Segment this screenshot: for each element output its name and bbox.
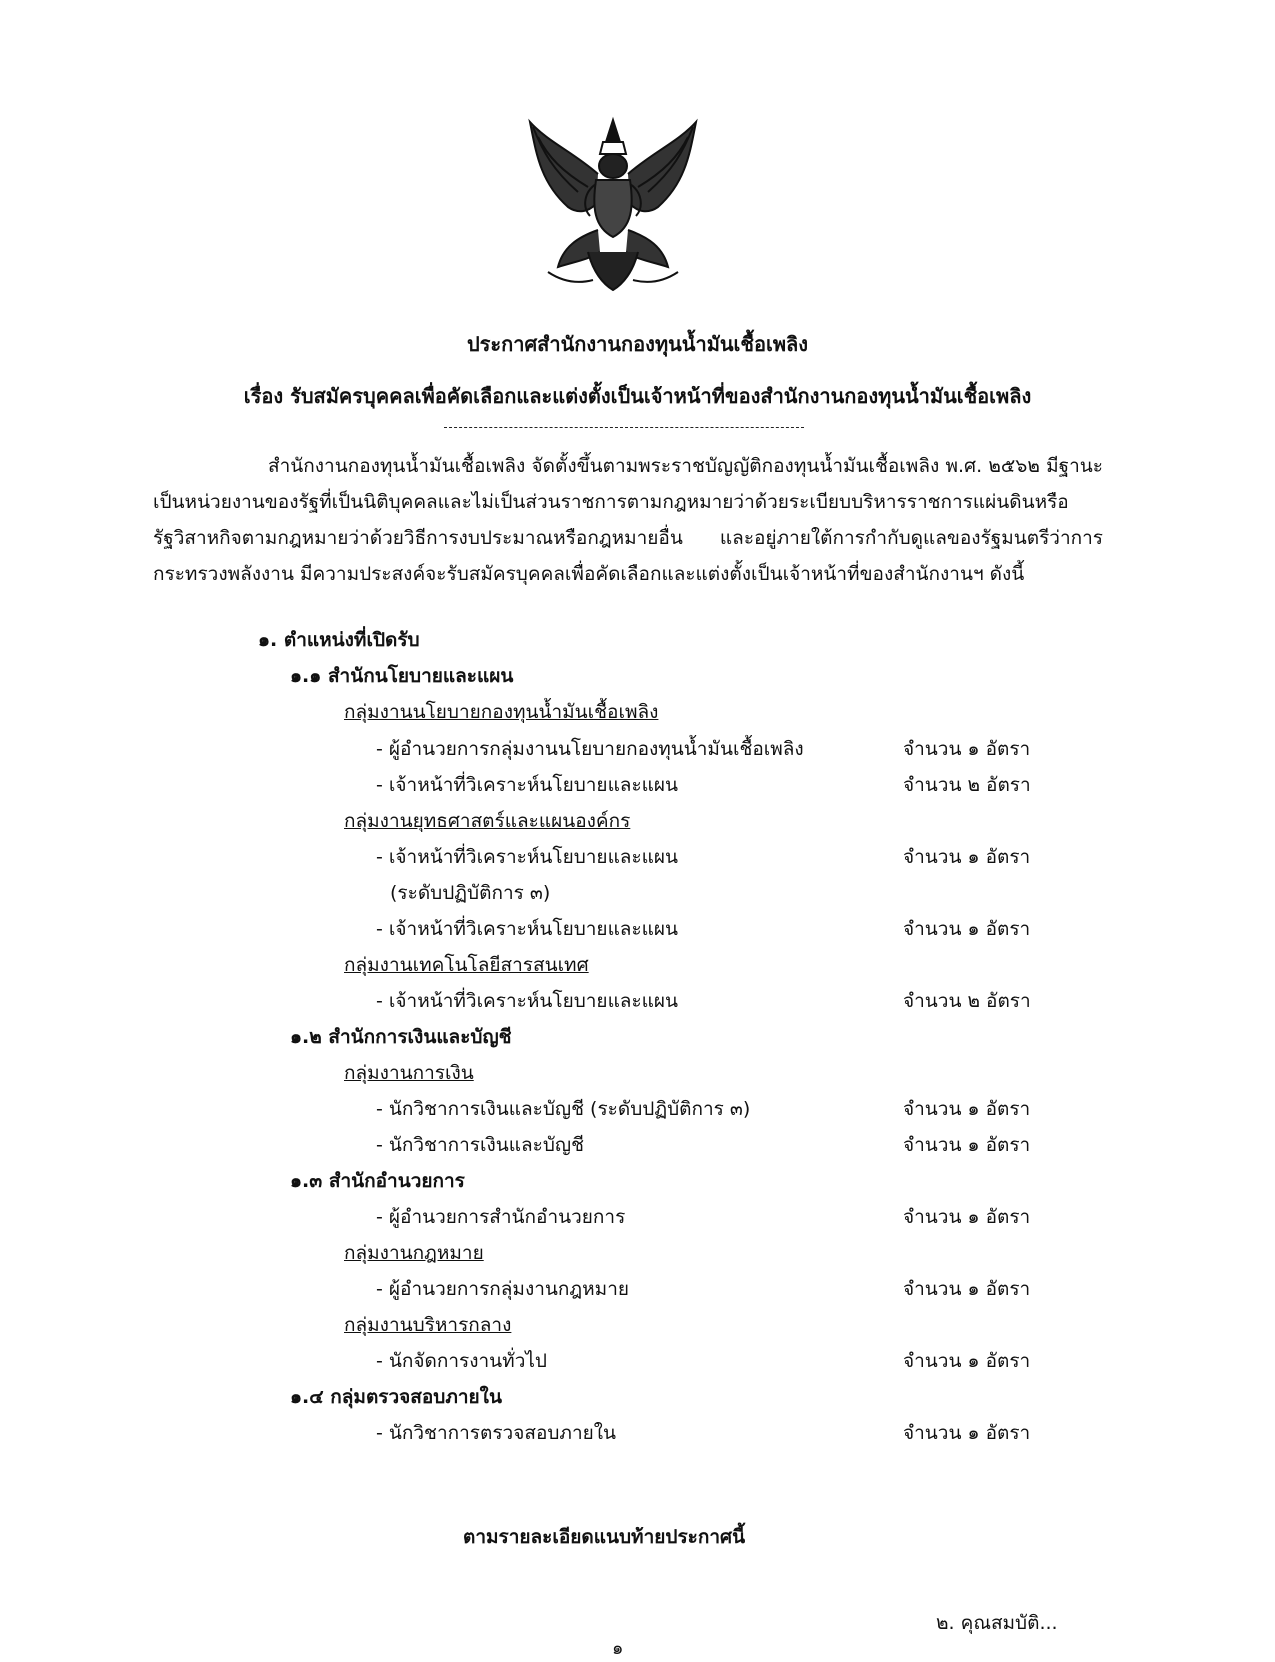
announcement-subject: เรื่อง รับสมัครบุคคลเพื่อคัดเลือกและแต่งตั้งเป็นเจ้าหน้าที่ของสำนักงานกองทุนน้ำมันเชื้อเพลิง (243, 384, 1032, 408)
position-count: จำนวน ๑ อัตรา (903, 1350, 1031, 1372)
intro-paragraph (153, 448, 1103, 592)
position-count: จำนวน ๑ อัตรา (903, 1422, 1031, 1444)
group-strategy: กลุ่มงานยุทธศาสตร์และแผนองค์กร (344, 810, 631, 832)
position-item: - เจ้าหน้าที่วิเคราะห์นโยบายและแผน (376, 846, 679, 868)
garuda-emblem-icon (518, 112, 708, 297)
position-count: จำนวน ๒ อัตรา (903, 990, 1031, 1012)
position-count: จำนวน ๑ อัตรา (903, 1206, 1031, 1228)
section-1-heading: ๑. ตำแหน่งที่เปิดรับ (258, 629, 420, 651)
position-count: จำนวน ๑ อัตรา (903, 1278, 1031, 1300)
position-count: จำนวน ๑ อัตรา (903, 918, 1031, 940)
title-divider (444, 427, 804, 428)
group-legal: กลุ่มงานกฎหมาย (344, 1242, 484, 1264)
intro-text: สำนักงานกองทุนน้ำมันเชื้อเพลิง จัดตั้งขึ้นตามพระราชบัญญัติกองทุนน้ำมันเชื้อเพลิง พ.ศ. ๒๕๖๒ มีฐานะเป็นหน่วยงานของรัฐที่เป็นนิติบุคคลและไม่เป็นส่วนราชการตามกฎหมายว่าด้วยระเบียบบริหารราชการแผ่นดินหรือรัฐวิสาหกิจตามกฎหมายว่าด้วยวิธีการงบประมาณหรือกฎหมายอื่น และอยู่ภายใต้การกำกับดูแลของรัฐมนตรีว่าการกระทรวงพลังงาน มีความประสงค์จะรับสมัครบุคคลเพื่อคัดเลือกและแต่งตั้งเป็นเจ้าหน้าที่ของสำนักงานฯ ดังนี้ (153, 455, 1103, 585)
position-item: - นักวิชาการตรวจสอบภายใน (376, 1422, 617, 1444)
details-attached-note: ตามรายละเอียดแนบท้ายประกาศนี้ (463, 1526, 746, 1548)
section-1-1-heading: ๑.๑ สำนักนโยบายและแผน (290, 665, 514, 687)
position-item: - นักจัดการงานทั่วไป (376, 1350, 547, 1372)
position-item: - เจ้าหน้าที่วิเคราะห์นโยบายและแผน (376, 918, 679, 940)
position-item: - ผู้อำนวยการกลุ่มงานนโยบายกองทุนน้ำมันเชื้อเพลิง (376, 738, 804, 760)
continuation-marker: ๒. คุณสมบัติ... (936, 1612, 1058, 1634)
group-finance: กลุ่มงานการเงิน (344, 1062, 474, 1084)
position-count: จำนวน ๑ อัตรา (903, 738, 1031, 760)
position-item: - เจ้าหน้าที่วิเคราะห์นโยบายและแผน (376, 774, 679, 796)
group-central-admin: กลุ่มงานบริหารกลาง (344, 1314, 512, 1336)
position-item: - ผู้อำนวยการสำนักอำนวยการ (376, 1206, 626, 1228)
position-item: - นักวิชาการเงินและบัญชี (376, 1134, 584, 1156)
position-item: - นักวิชาการเงินและบัญชี (ระดับปฏิบัติการ ๓) (376, 1098, 751, 1120)
section-1-3-heading: ๑.๓ สำนักอำนวยการ (290, 1170, 465, 1192)
section-1-2-heading: ๑.๒ สำนักการเงินและบัญชี (290, 1026, 512, 1048)
page-number: ๑ (612, 1638, 624, 1659)
announcement-title: ประกาศสำนักงานกองทุนน้ำมันเชื้อเพลิง (466, 332, 809, 356)
position-count: จำนวน ๑ อัตรา (903, 1098, 1031, 1120)
position-count: จำนวน ๑ อัตรา (903, 846, 1031, 868)
position-item: - เจ้าหน้าที่วิเคราะห์นโยบายและแผน (376, 990, 679, 1012)
position-count: จำนวน ๑ อัตรา (903, 1134, 1031, 1156)
section-1-4-heading: ๑.๔ กลุ่มตรวจสอบภายใน (290, 1386, 502, 1408)
position-level-note: (ระดับปฏิบัติการ ๓) (390, 882, 551, 904)
position-item: - ผู้อำนวยการกลุ่มงานกฎหมาย (376, 1278, 629, 1300)
group-it: กลุ่มงานเทคโนโลยีสารสนเทศ (344, 954, 589, 976)
group-fuel-fund-policy: กลุ่มงานนโยบายกองทุนน้ำมันเชื้อเพลิง (344, 701, 659, 723)
position-count: จำนวน ๒ อัตรา (903, 774, 1031, 796)
